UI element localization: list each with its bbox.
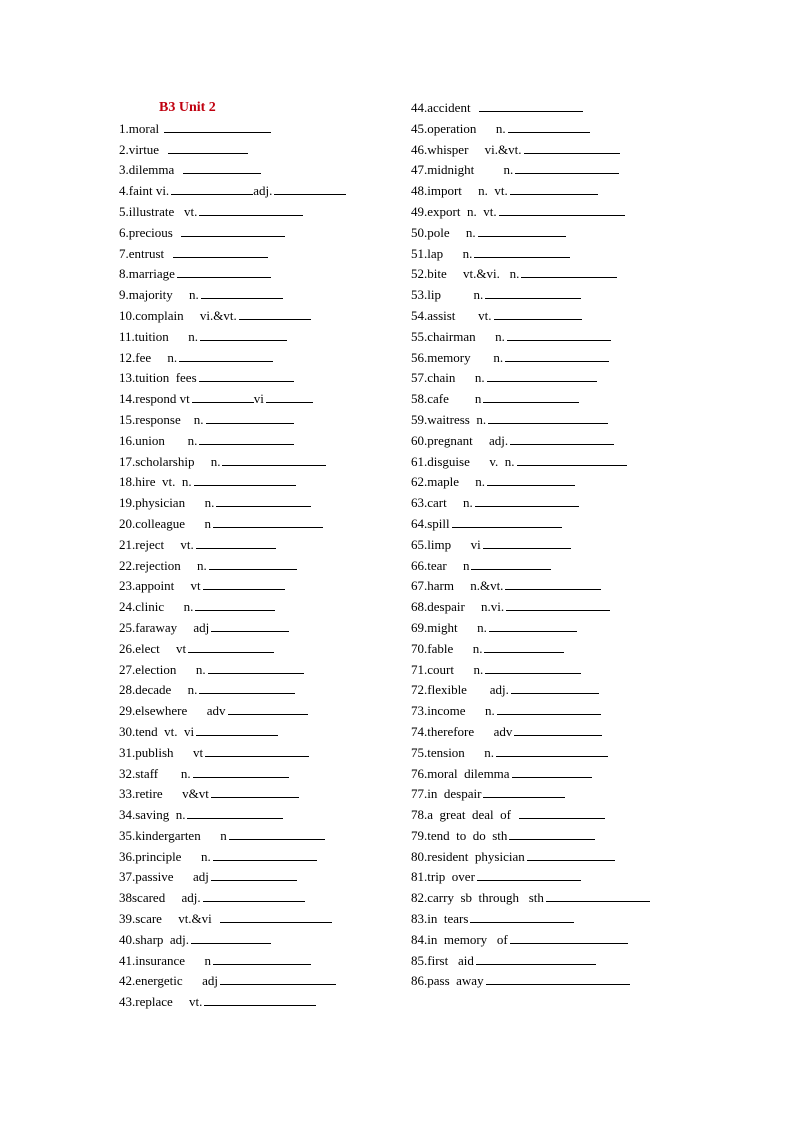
answer-blank[interactable]: [213, 953, 311, 965]
vocab-item: [119, 764, 399, 785]
answer-blank[interactable]: [194, 474, 296, 486]
vocab-item: [119, 493, 399, 514]
vocab-word: 25.faraway adj: [119, 619, 210, 635]
vocab-item: [119, 618, 399, 639]
answer-blank[interactable]: [487, 370, 597, 382]
vocab-word: 44.accident: [411, 100, 478, 115]
vocab-word: 70.fable n.: [411, 640, 483, 656]
answer-blank[interactable]: [509, 828, 595, 840]
vocab-item: [411, 951, 701, 972]
vocab-word: 68.despair n.vi.: [411, 599, 505, 615]
vocab-word: 46.whisper vi.&vt.: [411, 141, 522, 157]
vocab-item: [411, 285, 701, 306]
vocab-word: 24.clinic n.: [119, 599, 194, 615]
answer-blank[interactable]: [524, 142, 620, 154]
vocab-item: [119, 472, 399, 493]
vocab-word: 50.pole n.: [411, 224, 476, 240]
vocab-item: [411, 847, 701, 868]
vocab-item: [119, 535, 399, 556]
vocab-item: [411, 514, 701, 535]
vocab-word: 42.energetic adj: [119, 973, 219, 989]
vocab-item: [119, 784, 399, 805]
answer-blank[interactable]: [193, 766, 289, 778]
vocab-item: [411, 431, 701, 452]
answer-blank[interactable]: [199, 370, 294, 382]
vocab-word: 84.in memory of: [411, 931, 508, 947]
answer-blank[interactable]: [475, 495, 579, 507]
vocab-item: [119, 119, 399, 140]
vocab-word: 45.operation n.: [411, 120, 506, 136]
vocab-word: 32.staff n.: [119, 765, 191, 781]
vocab-item: [119, 743, 399, 764]
answer-blank[interactable]: [485, 287, 581, 299]
vocab-item: [119, 368, 399, 389]
vocab-item: [119, 867, 399, 888]
vocab-word: 43.replace vt.: [119, 994, 203, 1010]
vocab-item: [411, 576, 701, 597]
answer-blank[interactable]: [514, 724, 602, 736]
vocab-word: 21.reject vt.: [119, 536, 194, 552]
answer-blank[interactable]: [507, 329, 611, 341]
answer-blank[interactable]: [164, 121, 271, 133]
vocab-word: 75.tension n.: [411, 744, 495, 760]
vocab-word: 73.income n.: [411, 703, 495, 719]
answer-blank[interactable]: [195, 599, 275, 611]
answer-blank[interactable]: [196, 724, 278, 736]
vocab-item: [411, 160, 701, 181]
vocab-word: 41.insurance n: [119, 952, 212, 968]
vocab-word: 11.tuition n.: [119, 328, 198, 344]
vocab-item: [411, 722, 701, 743]
vocab-item: [411, 888, 701, 909]
answer-blank[interactable]: [489, 620, 577, 632]
answer-blank[interactable]: [452, 516, 562, 528]
vocab-item: [119, 389, 399, 410]
answer-blank[interactable]: [213, 849, 317, 861]
vocab-item: [119, 930, 399, 951]
vocab-word: 63.cart n.: [411, 495, 473, 511]
answer-blank[interactable]: [188, 641, 274, 653]
answer-blank[interactable]: [486, 973, 630, 985]
vocab-word: 77.in despair: [411, 786, 482, 802]
vocab-word: 86.pass away: [411, 973, 484, 989]
vocab-word: 34.saving n.: [119, 807, 186, 823]
vocab-item: [411, 410, 701, 431]
vocab-word: 26.elect vt: [119, 640, 187, 656]
vocab-item: [411, 389, 701, 410]
vocab-item: [411, 493, 701, 514]
page-title: B3 Unit 2: [159, 100, 216, 115]
left-column: [119, 98, 399, 1013]
vocab-word: 82.carry sb through sth: [411, 890, 544, 906]
answer-blank[interactable]: [206, 412, 294, 424]
vocab-item: [119, 514, 399, 535]
vocab-item: [411, 805, 701, 826]
vocab-item: [119, 847, 399, 868]
vocab-item: [119, 971, 399, 992]
answer-blank[interactable]: [191, 932, 271, 944]
answer-blank[interactable]: [519, 807, 605, 819]
vocab-word: 4.faint vi.: [119, 183, 170, 199]
vocab-word: 5.illustrate vt.: [119, 203, 198, 219]
vocab-word: 35.kindergarten n: [119, 827, 227, 843]
vocab-item: [119, 202, 399, 223]
answer-blank[interactable]: [521, 266, 617, 278]
answer-blank[interactable]: [483, 391, 579, 403]
vocab-word: 60.pregnant adj.: [411, 432, 509, 448]
answer-blank[interactable]: [496, 745, 608, 757]
vocab-word: 27.election n.: [119, 661, 206, 677]
answer-blank[interactable]: [512, 766, 592, 778]
answer-blank[interactable]: [201, 287, 283, 299]
answer-blank[interactable]: [497, 703, 601, 715]
vocab-item: [411, 327, 701, 348]
vocab-word: 67.harm n.&vt.: [411, 578, 504, 594]
answer-blank[interactable]: [479, 100, 583, 112]
vocab-item: [411, 368, 701, 389]
vocab-word: 54.assist vt.: [411, 307, 492, 323]
vocab-word: 20.colleague n: [119, 515, 212, 531]
vocab-word: 62.maple n.: [411, 474, 486, 490]
vocab-word: 79.tend to do sth: [411, 827, 508, 843]
answer-blank[interactable]: [483, 786, 565, 798]
answer-blank[interactable]: [199, 433, 294, 445]
vocab-item: [119, 244, 399, 265]
vocab-item: [411, 826, 701, 847]
vocab-item: [411, 909, 701, 930]
answer-blank[interactable]: [485, 662, 581, 674]
vocab-word: 28.decade n.: [119, 682, 198, 698]
answer-blank[interactable]: [211, 869, 297, 881]
vocab-item: [411, 348, 701, 369]
answer-blank[interactable]: [510, 433, 614, 445]
vocab-word: 40.sharp adj.: [119, 931, 190, 947]
vocab-word: 61.disguise v. n.: [411, 453, 515, 469]
vocab-word: 22.rejection n.: [119, 557, 207, 573]
answer-blank[interactable]: [220, 911, 332, 923]
answer-blank[interactable]: [266, 391, 313, 403]
vocab-word: 51.lap n.: [411, 245, 473, 261]
vocab-word: 38scared adj.: [119, 890, 201, 906]
vocab-word: 59.waitress n.: [411, 411, 487, 427]
vocab-item: [119, 597, 399, 618]
vocab-word: 83.in tears: [411, 911, 469, 927]
vocab-item: [119, 431, 399, 452]
vocab-item: [119, 992, 399, 1013]
vocab-item: [411, 223, 701, 244]
vocab-word: 37.passive adj: [119, 869, 209, 885]
vocab-word: 58.cafe n: [411, 391, 482, 407]
answer-blank[interactable]: [177, 266, 271, 278]
vocab-word: 57.chain n.: [411, 370, 485, 386]
answer-blank[interactable]: [208, 662, 304, 674]
answer-blank[interactable]: [494, 308, 582, 320]
vocab-word: 30.tend vt. vi: [119, 723, 195, 739]
vocab-item: [119, 639, 399, 660]
answer-blank[interactable]: [183, 162, 261, 174]
vocab-word: 81.trip over: [411, 869, 475, 885]
vocab-item: [119, 452, 399, 473]
vocab-word: 10.complain vi.&vt.: [119, 307, 237, 323]
answer-blank[interactable]: [476, 953, 596, 965]
answer-blank[interactable]: [487, 474, 575, 486]
answer-blank[interactable]: [239, 308, 311, 320]
vocab-word: 19.physician n.: [119, 495, 215, 511]
vocab-word: 29.elsewhere adv: [119, 703, 226, 719]
vocab-word: 53.lip n.: [411, 287, 484, 303]
vocab-item: [411, 618, 701, 639]
vocab-item: [119, 680, 399, 701]
vocab-item: [119, 410, 399, 431]
vocab-word: 66.tear n: [411, 557, 470, 573]
answer-blank[interactable]: [274, 183, 346, 195]
answer-blank[interactable]: [168, 142, 248, 154]
answer-blank[interactable]: [510, 183, 598, 195]
vocab-item: [411, 119, 701, 140]
vocab-item: [411, 264, 701, 285]
vocab-item: [411, 867, 701, 888]
answer-blank[interactable]: [470, 911, 574, 923]
vocab-item: [119, 951, 399, 972]
answer-blank[interactable]: [181, 225, 285, 237]
vocab-word: 71.court n.: [411, 661, 484, 677]
vocab-item: [119, 556, 399, 577]
answer-blank[interactable]: [478, 225, 566, 237]
answer-blank[interactable]: [199, 682, 295, 694]
vocab-item: [119, 660, 399, 681]
vocab-word: 74.therefore adv: [411, 723, 513, 739]
vocab-word: 18.hire vt. n.: [119, 474, 192, 490]
answer-blank[interactable]: [196, 537, 276, 549]
vocab-word: 33.retire v&vt: [119, 786, 209, 802]
vocab-item: [411, 202, 701, 223]
answer-blank[interactable]: [505, 350, 609, 362]
answer-blank[interactable]: [483, 537, 571, 549]
vocab-item: [411, 680, 701, 701]
vocab-item: [411, 98, 701, 119]
vocab-item: [411, 244, 701, 265]
vocab-word: 17.scholarship n.: [119, 453, 221, 469]
answer-blank[interactable]: [179, 350, 273, 362]
vocab-word: 65.limp vi: [411, 536, 481, 552]
vocab-item: [119, 140, 399, 161]
vocab-word: 85.first aid: [411, 952, 474, 968]
answer-blank[interactable]: [546, 890, 650, 902]
answer-blank[interactable]: [517, 454, 627, 466]
answer-blank[interactable]: [222, 454, 326, 466]
vocab-item: [119, 306, 399, 327]
vocab-word: 31.publish vt: [119, 744, 204, 760]
answer-blank[interactable]: [488, 412, 608, 424]
answer-blank[interactable]: [510, 932, 628, 944]
answer-blank[interactable]: [205, 745, 309, 757]
vocab-word: 9.majority n.: [119, 287, 199, 303]
vocab-word: 78.a great deal of: [411, 807, 518, 823]
vocab-item: [411, 306, 701, 327]
answer-blank[interactable]: [203, 890, 305, 902]
answer-blank[interactable]: [200, 329, 287, 341]
vocab-word: 16.union n.: [119, 432, 198, 448]
vocab-word: 1.moral: [119, 120, 163, 136]
vocab-item: [119, 348, 399, 369]
vocab-item: [119, 327, 399, 348]
vocab-word: 72.flexible adj.: [411, 682, 509, 698]
answer-blank[interactable]: [173, 246, 268, 258]
vocab-item: [411, 472, 701, 493]
vocab-item: [119, 285, 399, 306]
vocab-word: 64.spill: [411, 515, 450, 531]
vocab-item: [411, 556, 701, 577]
answer-blank[interactable]: [192, 391, 254, 403]
vocab-item: [411, 784, 701, 805]
vocab-item: [411, 701, 701, 722]
answer-blank[interactable]: [499, 204, 625, 216]
answer-blank[interactable]: [506, 599, 610, 611]
vocab-item: [119, 576, 399, 597]
vocab-word: 76.moral dilemma: [411, 765, 510, 781]
answer-blank[interactable]: [515, 162, 619, 174]
vocab-item: [411, 930, 701, 951]
answer-blank[interactable]: [505, 578, 601, 590]
vocab-word: 39.scare vt.&vi: [119, 911, 219, 927]
vocab-item: [411, 140, 701, 161]
vocab-word: 8.marriage: [119, 266, 175, 282]
vocab-item: [411, 971, 701, 992]
vocab-item: [119, 826, 399, 847]
answer-blank[interactable]: [484, 641, 564, 653]
vocab-word: 14.respond vt: [119, 391, 190, 407]
answer-blank[interactable]: [211, 786, 299, 798]
answer-blank[interactable]: [211, 620, 289, 632]
vocab-word: 6.precious: [119, 224, 180, 240]
vocab-item: [411, 597, 701, 618]
vocab-word: 80.resident physician: [411, 848, 525, 864]
vocab-word: 13.tuition fees: [119, 370, 197, 386]
vocab-item: [119, 909, 399, 930]
answer-blank[interactable]: [474, 246, 570, 258]
answer-blank[interactable]: [477, 869, 581, 881]
answer-blank[interactable]: [204, 994, 316, 1006]
answer-blank[interactable]: [511, 682, 599, 694]
vocab-word: 52.bite vt.&vi. n.: [411, 266, 520, 282]
answer-blank[interactable]: [508, 121, 590, 133]
vocab-pos-label: vi: [253, 391, 264, 407]
answer-blank[interactable]: [209, 558, 297, 570]
vocab-item: [411, 660, 701, 681]
vocab-word: 55.chairman n.: [411, 328, 505, 344]
vocab-word: 48.import n. vt.: [411, 183, 508, 199]
vocab-item: [119, 264, 399, 285]
vocab-word: 7.entrust: [119, 245, 171, 261]
answer-blank[interactable]: [216, 495, 311, 507]
answer-blank[interactable]: [203, 578, 285, 590]
vocab-item: [119, 181, 399, 202]
answer-blank[interactable]: [527, 849, 615, 861]
answer-blank[interactable]: [171, 183, 253, 195]
answer-blank[interactable]: [229, 828, 325, 840]
vocab-item: [119, 722, 399, 743]
vocab-item: [411, 639, 701, 660]
vocab-item: [119, 805, 399, 826]
vocab-word: 12.fee n.: [119, 349, 178, 365]
vocab-word: 23.appoint vt: [119, 578, 201, 594]
vocab-item: [119, 160, 399, 181]
vocab-item: [119, 888, 399, 909]
vocab-word: 2.virtue: [119, 141, 166, 157]
vocab-item: [411, 743, 701, 764]
right-column: [411, 98, 701, 992]
vocab-item: [411, 181, 701, 202]
vocab-word: 49.export n. vt.: [411, 203, 497, 219]
vocab-item: [411, 764, 701, 785]
answer-blank[interactable]: [228, 703, 308, 715]
vocab-word: 15.response n.: [119, 411, 204, 427]
vocab-item: [411, 535, 701, 556]
vocab-pos-label: adj.: [253, 183, 273, 199]
answer-blank[interactable]: [213, 516, 323, 528]
answer-blank[interactable]: [199, 204, 303, 216]
answer-blank[interactable]: [471, 558, 551, 570]
answer-blank[interactable]: [220, 973, 336, 985]
vocab-word: 69.might n.: [411, 619, 487, 635]
vocab-word: 56.memory n.: [411, 349, 504, 365]
vocab-item: [411, 452, 701, 473]
vocab-word: 3.dilemma: [119, 162, 181, 178]
vocab-item: [119, 223, 399, 244]
answer-blank[interactable]: [187, 807, 283, 819]
vocab-item: [119, 701, 399, 722]
vocab-word: 47.midnight n.: [411, 162, 514, 178]
vocab-word: 36.principle n.: [119, 848, 211, 864]
